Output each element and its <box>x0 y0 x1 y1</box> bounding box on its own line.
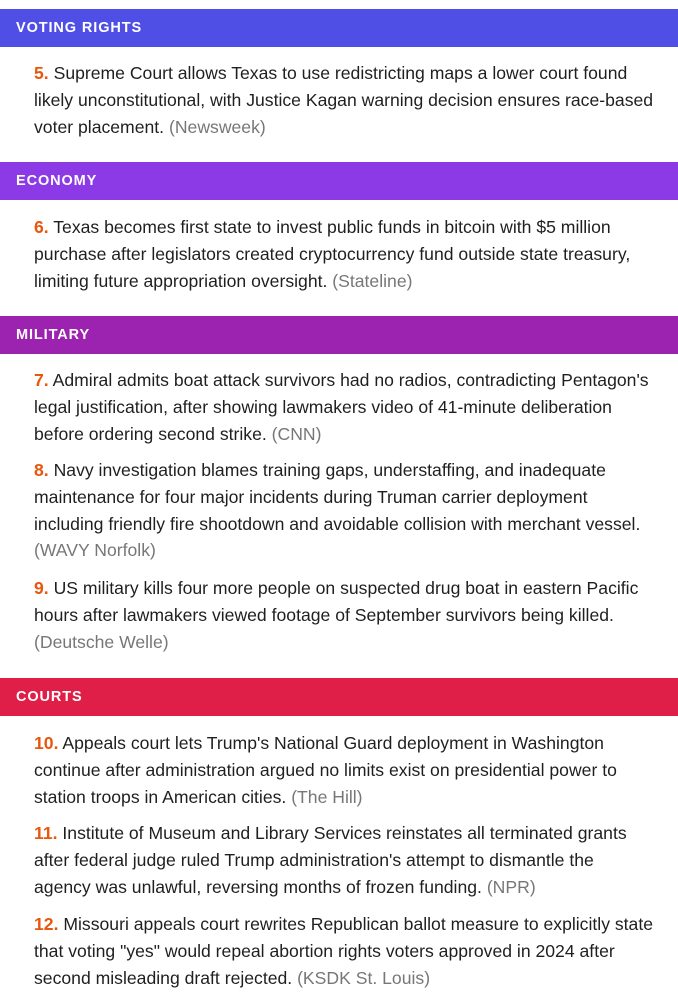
section-title: MILITARY <box>16 327 91 343</box>
item-number: 5. <box>34 63 49 83</box>
item-source: (Newsweek) <box>168 116 266 137</box>
item-number: 7. <box>34 370 49 390</box>
section-header-voting-rights <box>0 9 678 47</box>
item-number: 9. <box>34 578 49 598</box>
section-header-courts <box>0 678 678 716</box>
item-text: Appeals court lets Trump's National Guard deployment in Washington continue after administration argued no limits exist on presidential power to station troops in American cities. <box>34 733 617 807</box>
section-title: ECONOMY <box>16 173 98 189</box>
item-number: 8. <box>34 460 49 480</box>
item-source: (The Hill) <box>291 786 363 807</box>
item-text: Institute of Museum and Library Services reinstates all terminated grants after federal judge ruled Trump administration's attempt to dismantle the agency was unlawful, reversing months of frozen funding. <box>34 823 627 897</box>
item-text: US military kills four more people on suspected drug boat in eastern Pacific hours after lawmakers viewed footage of September survivors being killed. <box>34 578 639 625</box>
section-title: COURTS <box>16 689 83 705</box>
news-item <box>34 575 654 655</box>
item-source: (CNN) <box>271 423 322 444</box>
item-text: Missouri appeals court rewrites Republican ballot measure to explicitly state that voting "yes" would repeal abortion rights voters approved in 2024 after second misleading draft rejected. <box>34 914 654 988</box>
item-text: Admiral admits boat attack survivors had no radios, contradicting Pentagon's legal justification, after showing lawmakers video of 41-minute deliberation before ordering second strike. <box>34 370 649 444</box>
news-item <box>34 60 654 140</box>
item-number: 11. <box>34 823 58 843</box>
news-item <box>34 730 654 810</box>
news-item <box>34 820 654 900</box>
news-item <box>34 911 654 991</box>
item-source: (NPR) <box>486 876 536 897</box>
section-header-economy <box>0 162 678 200</box>
item-source: (Deutsche Welle) <box>34 631 169 652</box>
item-source: (KSDK St. Louis) <box>297 967 431 988</box>
item-source: (WAVY Norfolk) <box>34 540 156 561</box>
news-item <box>34 367 654 447</box>
item-number: 10. <box>34 733 59 753</box>
section-header-military <box>0 316 678 354</box>
item-text: Navy investigation blames training gaps, understaffing, and inadequate maintenance for four major incidents during Truman carrier deployment including friendly fire shootdown and avoidable collision with merchant vessel. <box>34 460 641 534</box>
news-item <box>34 457 654 564</box>
section-title: VOTING RIGHTS <box>16 20 143 36</box>
item-number: 6. <box>34 217 49 237</box>
news-item <box>34 214 654 294</box>
item-source: (Stateline) <box>332 270 413 291</box>
item-number: 12. <box>34 914 59 934</box>
item-text: Texas becomes first state to invest public funds in bitcoin with $5 million purchase after legislators created cryptocurrency fund outside state treasury, limiting future appropriation oversight. <box>34 217 631 291</box>
item-text: Supreme Court allows Texas to use redistricting maps a lower court found likely unconstitutional, with Justice Kagan warning decision ensures race-based voter placement. <box>34 63 654 137</box>
